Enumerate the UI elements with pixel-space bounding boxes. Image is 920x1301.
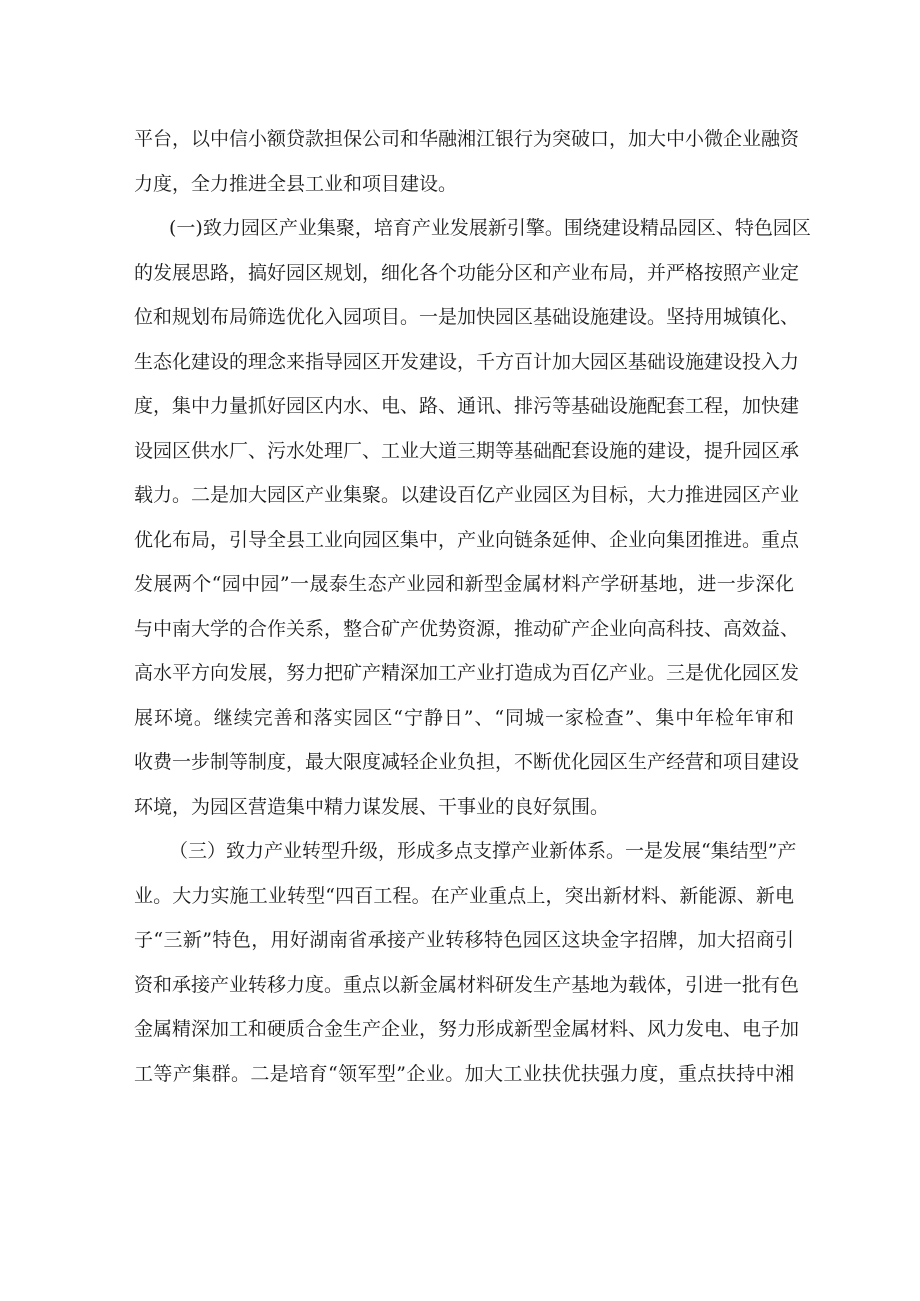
section-heading-line: (一)致力园区产业集聚，培育产业发展新引擎。围绕建设精品园区、特色园区 bbox=[169, 217, 811, 239]
text-line: 金属精深加工和硬质合金生产企业，努力形成新型金属材料、风力发电、电子加 bbox=[134, 1018, 800, 1040]
text-line: 业。大力实施工业转型“四百工程。在产业重点上，突出新材料、新能源、新电 bbox=[134, 884, 794, 907]
text-line: 资和承接产业转移力度。重点以新金属材料研发生产基地为载体，引进一批有色 bbox=[134, 973, 800, 996]
body-text bbox=[134, 117, 811, 1096]
text-line: 度，集中力量抓好园区内水、电、路、通讯、排污等基础设施配套工程，加快建 bbox=[134, 395, 800, 417]
text-line: 位和规划布局筛选优化入园项目。一是加快园区基础设施建设。坚持用城镇化、 bbox=[134, 306, 800, 328]
text-line: 工等产集群。二是培育“领军型”企业。加大工业扶优扶强力度，重点扶持中湘 bbox=[134, 1062, 794, 1085]
text-line: 环境，为园区营造集中精力谋发展、干事业的良好氛围。 bbox=[134, 795, 610, 818]
text-line: 生态化建设的理念来指导园区开发建设，千方百计加大园区基础设施建设投入力 bbox=[134, 350, 800, 373]
text-line: 载力。二是加大园区产业集聚。以建设百亿产业园区为目标，大力推进园区产业 bbox=[134, 484, 800, 506]
text-line: 平台，以中信小额贷款担保公司和华融湘江银行为突破口，加大中小微企业融资 bbox=[134, 128, 800, 150]
text-line: 力度，全力推进全县工业和项目建设。 bbox=[134, 172, 458, 195]
text-line: 优化布局，引导全县工业向园区集中，产业向链条延伸、企业向集团推进。重点 bbox=[134, 528, 800, 551]
section-heading-line: （三）致力产业转型升级，形成多点支撑产业新体系。一是发展“集结型”产 bbox=[169, 840, 797, 862]
text-line: 发展两个“园中园”一晟泰生态产业园和新型金属材料产学研基地，进一步深化 bbox=[134, 573, 794, 595]
text-line: 设园区供水厂、污水处理厂、工业大道三期等基础配套设施的建设，提升园区承 bbox=[134, 439, 800, 462]
text-line: 展环境。继续完善和落实园区“宁静日”、“同城一家检查”、集中年检年审和 bbox=[134, 706, 794, 729]
text-line: 的发展思路，搞好园区规划，细化各个功能分区和产业布局，并严格按照产业定 bbox=[134, 261, 800, 284]
text-line: 高水平方向发展，努力把矿产精深加工产业打造成为百亿产业。三是优化园区发 bbox=[134, 662, 800, 684]
text-line: 子“三新”特色，用好湖南省承接产业转移特色园区这块金字招牌，加大招商引 bbox=[134, 929, 794, 951]
text-line: 收费一步制等制度，最大限度减轻企业负担，不断优化园区生产经营和项目建设 bbox=[134, 751, 800, 773]
text-line: 与中南大学的合作关系，整合矿产优势资源，推动矿产企业向高科技、高效益、 bbox=[134, 617, 800, 640]
